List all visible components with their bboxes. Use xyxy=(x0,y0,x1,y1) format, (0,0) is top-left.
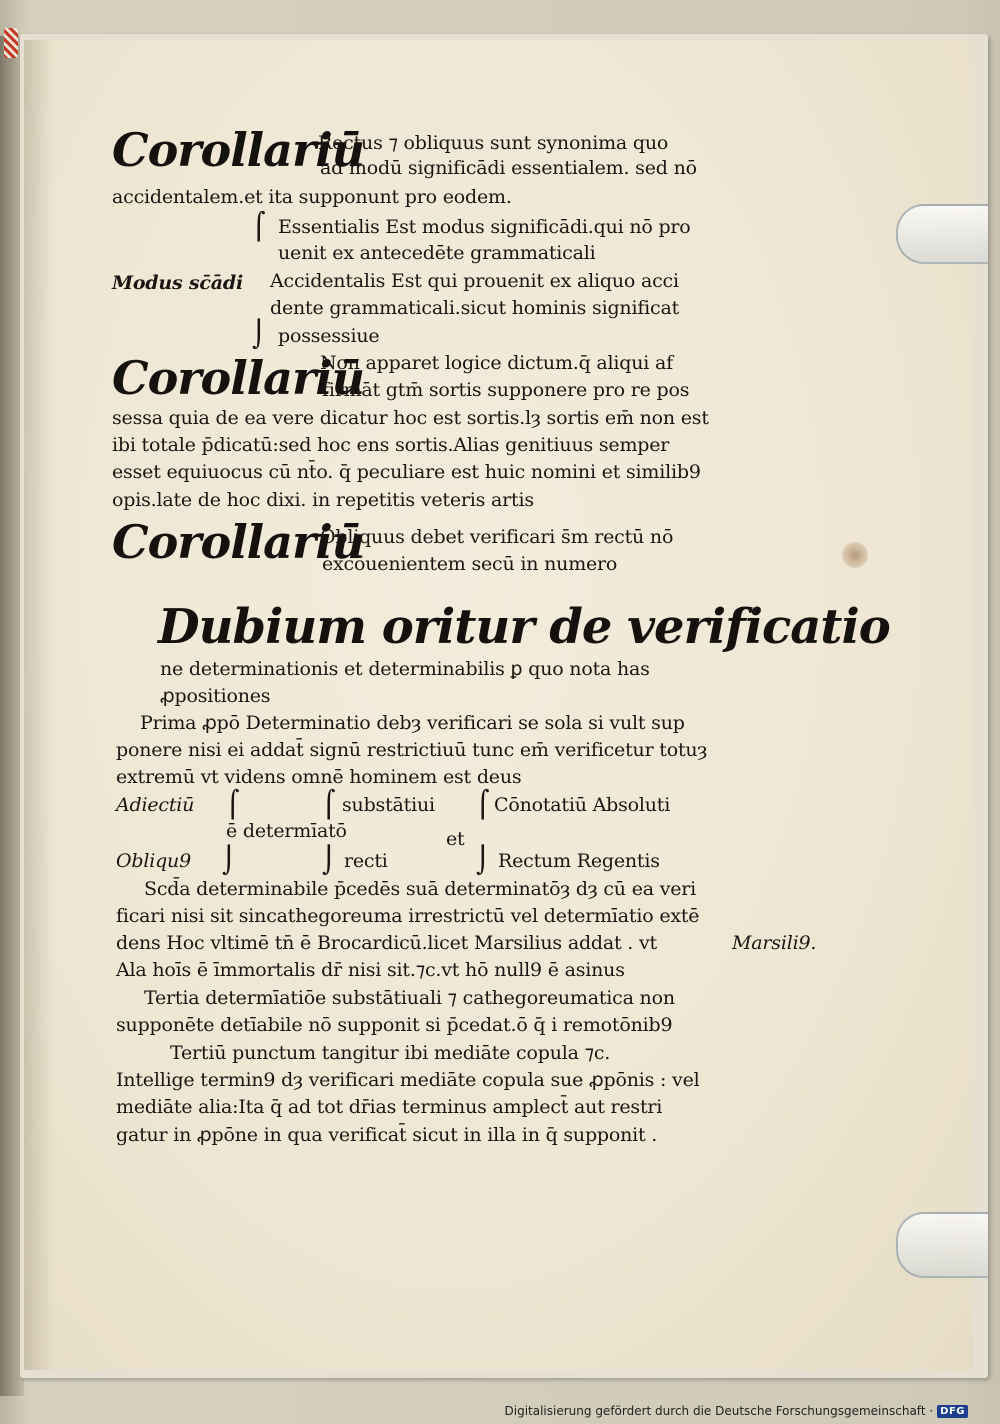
text-line: Prima ꝓpō Determinatio debȝ verificari se sola si vult sup xyxy=(140,712,685,734)
text-line: accidentalem.et ita supponunt pro eodem. xyxy=(112,186,512,208)
schema-label: substātiui xyxy=(342,794,435,816)
text-line: extremū vt videns omnē hominem est deus xyxy=(116,766,522,788)
corollarium-heading-2: Corollariū xyxy=(112,351,365,405)
text-line: Tertiū punctum tangitur ibi mediāte copula ⁊c. xyxy=(170,1042,611,1064)
page-gutter-shadow xyxy=(24,40,54,1370)
text-line: ponere nisi ei addat̄ signū restrictiuū tunc em̄ verificetur totuȝ xyxy=(116,739,708,761)
text-line: supponēte detīabile nō supponit si p̄cedat.ō q̄ i remotōnib9 xyxy=(116,1014,673,1036)
text-line: ibi totale p̄dicatū:sed hoc ens sortis.Alias genitiuus semper xyxy=(112,434,670,456)
text-line: opis.late de hoc dixi. in repetitis veteris artis xyxy=(112,489,534,511)
schema-label: Obliqu9 xyxy=(116,850,191,872)
text-line: Essentialis Est modus significādi.qui nō pro xyxy=(278,216,691,238)
brace: ⌡ xyxy=(322,846,336,876)
text-line: ad modū significādi essentialem. sed nō xyxy=(320,157,697,179)
margin-label: Modus sc̄ādi xyxy=(112,272,243,294)
text-line: ficari nisi sit sincathegoreuma irrestrictū vel determīatio extē xyxy=(116,905,700,927)
text-line: firmāt gtm̄ sortis supponere pro re pos xyxy=(322,379,690,401)
text-line: sessa quia de ea vere dicatur hoc est sortis.lȝ sortis em̄ non est xyxy=(112,407,709,429)
text-line: Non apparet logice dictum.q̄ aliqui af xyxy=(320,352,673,374)
credit-text: Digitalisierung gefördert durch die Deutsche Forschungsgemeinschaft · xyxy=(504,1404,934,1418)
schema-label: Adiectiū xyxy=(116,794,195,816)
schema-label: ē determīatō xyxy=(226,820,347,842)
page-clip xyxy=(896,204,988,264)
text-line: possessiue xyxy=(278,325,380,347)
schema-label: Cōnotatiū Absoluti xyxy=(494,794,671,816)
text-line: Scd̄a determinabile p̄cedēs suā determinatōȝ dȝ cū ea veri xyxy=(144,878,697,900)
page-clip xyxy=(896,1212,988,1278)
text-line: Intellige termin9 dȝ verificari mediāte copula sue ꝓpōnis : vel xyxy=(116,1069,700,1091)
corollarium-heading-3: Corollariū xyxy=(112,515,365,569)
text-line: ne determinationis et determinabilis ꝑ quo nota has xyxy=(160,658,650,680)
dfg-logo: DFG xyxy=(937,1405,968,1418)
brace: ⌠ xyxy=(322,790,336,820)
digitization-credit xyxy=(505,1404,968,1418)
text-line: dens Hoc vltimē tn̄ ē Brocardicū.licet Marsilius addat . vt xyxy=(116,932,657,954)
text-line: Tertia determīatiōe substātiuali ⁊ cathegoreumatica non xyxy=(144,987,675,1009)
bookmark-ribbon xyxy=(4,28,18,58)
text-line: Rectus ⁊ obliquus sunt synonima quo xyxy=(318,132,669,154)
text-line: Accidentalis Est qui prouenit ex aliquo acci xyxy=(270,270,679,292)
schema-label: et xyxy=(446,828,465,850)
brace: ⌡ xyxy=(222,846,236,876)
text-line: excōuenientem secū in numero xyxy=(322,553,618,575)
brace: ⌠ xyxy=(226,790,240,820)
text-line: ꝓpositiones xyxy=(160,685,271,707)
brace: ⌠ xyxy=(476,790,490,820)
text-line: Obliquus debet verificari s̄m rectū nō xyxy=(320,526,674,548)
paper-stain xyxy=(842,542,868,568)
corollarium-heading-1: Corollariū xyxy=(112,123,365,177)
text-line: dente grammaticali.sicut hominis significat xyxy=(270,297,680,319)
text-line: esset equiuocus cū nt̄o. q̄ peculiare est huic nomini et similib9 xyxy=(112,461,701,483)
brace-bottom: ⌡ xyxy=(252,320,266,350)
text-line: uenit ex antecedēte grammaticali xyxy=(278,242,596,264)
dubium-heading: Dubium oritur de verificatio xyxy=(158,599,890,655)
text-line: mediāte alia:Ita q̄ ad tot dr̄ias terminus amplect̄ aut restri xyxy=(116,1096,663,1118)
margin-note: Marsili9. xyxy=(732,932,817,954)
text-line: Ala hoīs ē īmmortalis dr̄ nisi sit.⁊c.vt hō null9 ē asinus xyxy=(116,959,625,981)
schema-label: Rectum Regentis xyxy=(498,850,660,872)
schema-label: recti xyxy=(344,850,388,872)
brace: ⌡ xyxy=(476,846,490,876)
text-line: gatur in ꝓpōne in qua verificat̄ sicut in illa in q̄ supponit . xyxy=(116,1124,658,1146)
brace-top: ⌠ xyxy=(252,212,266,242)
